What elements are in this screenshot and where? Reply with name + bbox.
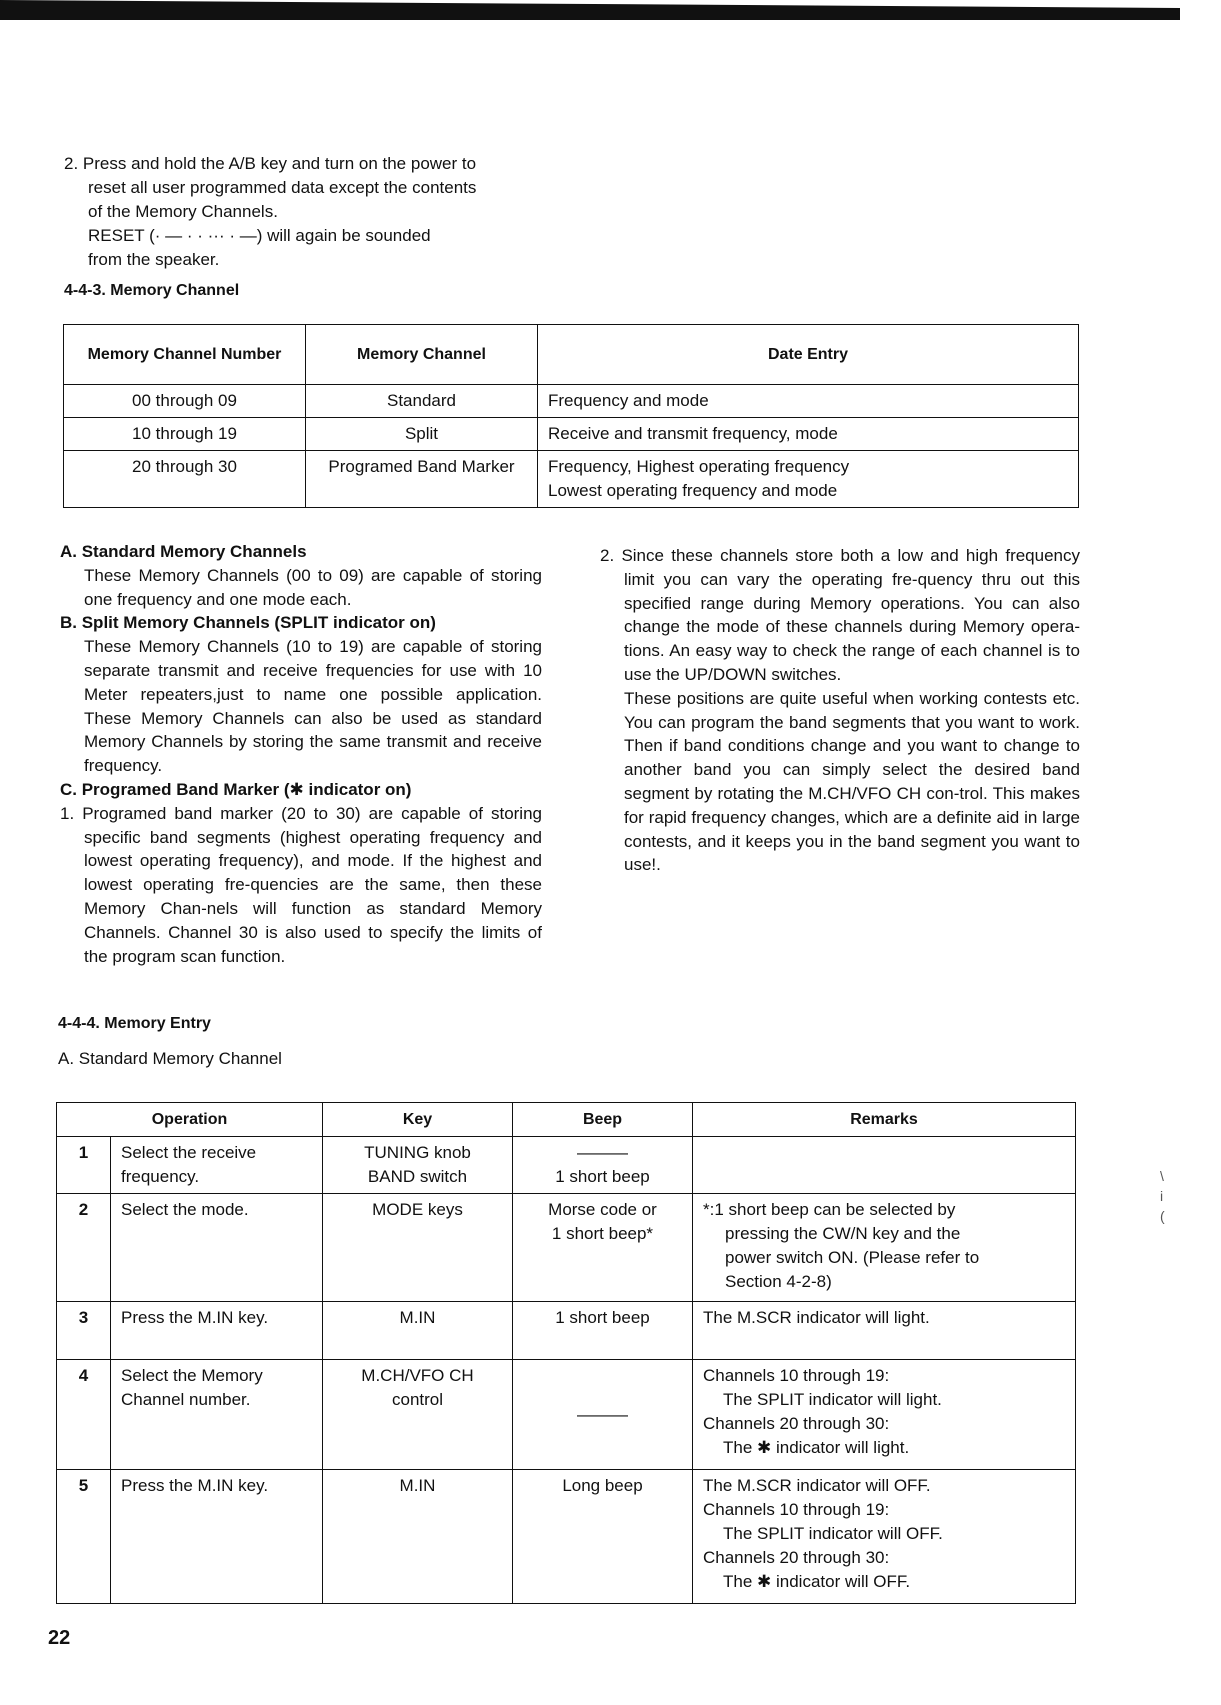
intro-item-number: 2. <box>64 154 79 173</box>
table-row: 20 through 30 Programed Band Marker Frequency, Highest operating frequency Lowest operating frequency and mode <box>64 451 1079 508</box>
band-marker-title: C. Programed Band Marker (✱ indicator on) <box>60 779 412 799</box>
table-header-row <box>64 325 1079 385</box>
memory-channel-table <box>63 324 1079 508</box>
section-heading-memory-entry: 4-4-4. Memory Entry <box>58 1015 211 1032</box>
memory-entry-table <box>56 1102 1076 1604</box>
standard-channels-body: These Memory Channels (00 to 09) are capable of storing one frequency and one mode each. <box>84 565 542 609</box>
standard-channels-title: A. Standard Memory Channels <box>60 542 307 561</box>
header-number: Memory Channel Number <box>64 325 306 385</box>
header-beep: Beep <box>513 1103 693 1137</box>
band-marker-usage: These positions are quite useful when working contests etc. You can program the band segments that you want to work. Then if band conditions change and you want to change to another band you can simply select the desired band segment by rotating the M.CH/VFO CH con-trol. This makes for rapid frequency changes, which are a definite aid in large contests, and it keeps you in the band segment you want to use!. <box>624 688 1080 875</box>
page-number: 22 <box>48 1627 71 1649</box>
margin-marks: \ i ( <box>1160 1168 1165 1224</box>
header-entry: Date Entry <box>538 325 1079 385</box>
split-channels-title: B. Split Memory Channels (SPLIT indicator on) <box>60 613 436 633</box>
right-column <box>600 544 1080 877</box>
table-row: 3 Press the M.IN key. M.IN 1 short beep The M.SCR indicator will light. <box>57 1302 1076 1360</box>
table-row: 4 Select the Memory Channel number. M.CH/VFO CH control ——— Channels 10 through 19: The SPLIT indicator will light. Channels 20 through 30: The ✱ indicator will light. <box>57 1360 1076 1470</box>
header-remarks: Remarks <box>693 1103 1076 1137</box>
header-channel: Memory Channel <box>306 325 538 385</box>
table-row: 00 through 09 Standard Frequency and mode <box>64 385 1079 418</box>
header-key: Key <box>323 1103 513 1137</box>
table-row: 2 Select the mode. MODE keys Morse code or 1 short beep* *:1 short beep can be selected by pressing the CW/N key and the power switch ON. (Please refer to Section 4-2-8) <box>57 1194 1076 1302</box>
left-column <box>60 540 542 968</box>
section-heading-memory-channel: 4-4-3. Memory Channel <box>64 282 240 299</box>
split-channels-body: These Memory Channels (10 to 19) are capable of storing separate transmit and receive frequencies for use with 10 Meter repeaters,just to name one possible application. These Memory Channels can also be used as standard Memory Channels by storing the same transmit and receive frequency. <box>84 637 542 776</box>
table-header-row <box>57 1103 1076 1137</box>
table-row: 10 through 19 Split Receive and transmit frequency, mode <box>64 418 1079 451</box>
subsection-heading: A. Standard Memory Channel <box>58 1049 282 1068</box>
intro-item: 2. Press and hold the A/B key and turn on the power to reset all user programmed data except the contents of the Memory Channels. RESET (· — · · ··· · —) will again be sounded from the speaker. <box>64 154 477 269</box>
band-marker-body: 1. Programed band marker (20 to 30) are capable of storing specific band segments (highest operating frequency and lowest operating frequency), and mode. If the highest and lowest operating fre-quencies are the same, then these Memory Chan-nels will function as standard Memory Channels. Channel 30 is also used to specify the limits of the program scan function. <box>60 803 542 966</box>
table-row: 1 Select the receive frequency. TUNING knob BAND switch ——— 1 short beep <box>57 1137 1076 1194</box>
header-operation: Operation <box>57 1103 323 1137</box>
table-row: 5 Press the M.IN key. M.IN Long beep The M.SCR indicator will OFF. Channels 10 through 19: The SPLIT indicator will OFF. Channels 20 through 30: The ✱ indicator will OFF. <box>57 1470 1076 1604</box>
band-marker-item-2: 2. Since these channels store both a low and high frequency limit you can vary the operating fre-quency thru out this specified range during Memory operations. You can also change the mode of these channels during Memory opera-tions. An easy way to check the range of each channel is to use the UP/DOWN switches. <box>600 546 1080 684</box>
